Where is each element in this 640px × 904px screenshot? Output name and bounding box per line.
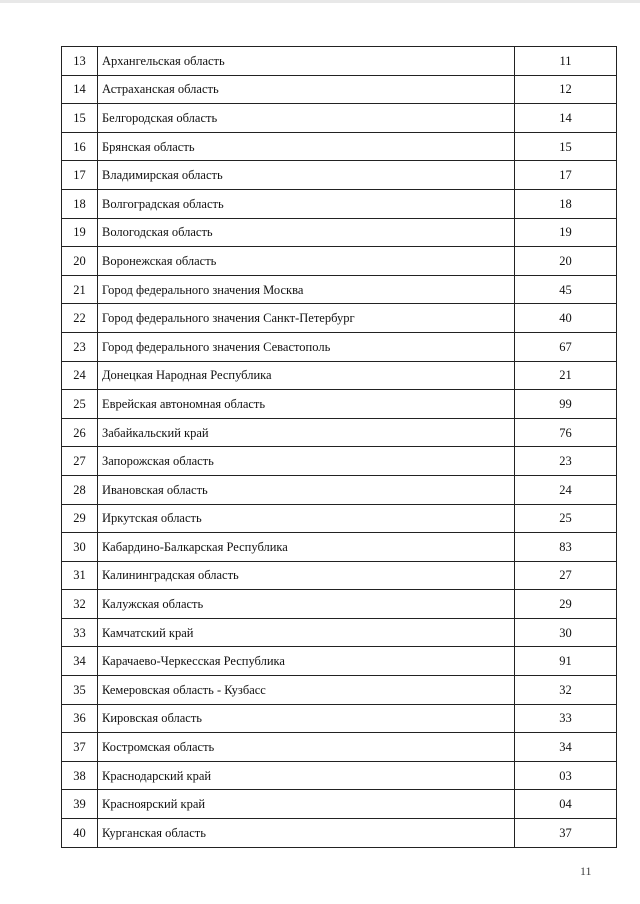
row-number-cell: 29	[62, 504, 98, 533]
table-row	[62, 533, 617, 562]
table-row	[62, 618, 617, 647]
page-number: 11	[580, 864, 592, 878]
region-code-cell: 27	[515, 561, 617, 590]
row-number-cell: 31	[62, 561, 98, 590]
region-code-cell: 11	[515, 47, 617, 76]
region-code-cell: 30	[515, 618, 617, 647]
table-row	[62, 418, 617, 447]
region-code-cell: 17	[515, 161, 617, 190]
region-code-cell: 03	[515, 761, 617, 790]
row-number-cell: 18	[62, 189, 98, 218]
table-row	[62, 161, 617, 190]
row-number-cell: 15	[62, 104, 98, 133]
row-number-cell: 38	[62, 761, 98, 790]
table-row	[62, 790, 617, 819]
table-row	[62, 447, 617, 476]
region-name-cell: Белгородская область	[98, 104, 515, 133]
row-number-cell: 25	[62, 390, 98, 419]
region-name-cell: Забайкальский край	[98, 418, 515, 447]
region-name-cell: Ивановская область	[98, 475, 515, 504]
region-code-cell: 15	[515, 132, 617, 161]
region-name-cell: Иркутская область	[98, 504, 515, 533]
table-row	[62, 590, 617, 619]
row-number-cell: 23	[62, 332, 98, 361]
table-row	[62, 189, 617, 218]
row-number-cell: 36	[62, 704, 98, 733]
row-number-cell: 35	[62, 676, 98, 705]
region-name-cell: Запорожская область	[98, 447, 515, 476]
region-name-cell: Камчатский край	[98, 618, 515, 647]
region-name-cell: Калужская область	[98, 590, 515, 619]
table-row	[62, 104, 617, 133]
region-name-cell: Архангельская область	[98, 47, 515, 76]
table-row	[62, 218, 617, 247]
row-number-cell: 14	[62, 75, 98, 104]
table-row	[62, 390, 617, 419]
table-row	[62, 332, 617, 361]
region-name-cell: Астраханская область	[98, 75, 515, 104]
region-code-cell: 24	[515, 475, 617, 504]
region-code-cell: 76	[515, 418, 617, 447]
region-name-cell: Владимирская область	[98, 161, 515, 190]
region-code-cell: 21	[515, 361, 617, 390]
region-name-cell: Волгоградская область	[98, 189, 515, 218]
row-number-cell: 19	[62, 218, 98, 247]
table-row	[62, 304, 617, 333]
table-row	[62, 819, 617, 848]
table-row	[62, 475, 617, 504]
region-name-cell: Донецкая Народная Республика	[98, 361, 515, 390]
row-number-cell: 20	[62, 247, 98, 276]
region-name-cell: Красноярский край	[98, 790, 515, 819]
table-row	[62, 504, 617, 533]
region-code-cell: 34	[515, 733, 617, 762]
region-code-cell: 33	[515, 704, 617, 733]
table-row	[62, 704, 617, 733]
region-name-cell: Город федерального значения Москва	[98, 275, 515, 304]
table-row	[62, 733, 617, 762]
region-code-cell: 67	[515, 332, 617, 361]
table-row	[62, 361, 617, 390]
row-number-cell: 17	[62, 161, 98, 190]
region-name-cell: Костромская область	[98, 733, 515, 762]
region-code-cell: 29	[515, 590, 617, 619]
region-name-cell: Кабардино-Балкарская Республика	[98, 533, 515, 562]
region-name-cell: Город федерального значения Санкт-Петербург	[98, 304, 515, 333]
table-row	[62, 561, 617, 590]
region-name-cell: Кемеровская область - Кузбасс	[98, 676, 515, 705]
region-code-cell: 19	[515, 218, 617, 247]
region-code-cell: 14	[515, 104, 617, 133]
row-number-cell: 28	[62, 475, 98, 504]
table-row	[62, 132, 617, 161]
region-name-cell: Еврейская автономная область	[98, 390, 515, 419]
region-name-cell: Воронежская область	[98, 247, 515, 276]
region-code-cell: 45	[515, 275, 617, 304]
row-number-cell: 33	[62, 618, 98, 647]
region-code-cell: 20	[515, 247, 617, 276]
row-number-cell: 37	[62, 733, 98, 762]
table-row	[62, 647, 617, 676]
row-number-cell: 13	[62, 47, 98, 76]
row-number-cell: 39	[62, 790, 98, 819]
region-name-cell: Вологодская область	[98, 218, 515, 247]
region-name-cell: Кировская область	[98, 704, 515, 733]
region-name-cell: Курганская область	[98, 819, 515, 848]
row-number-cell: 34	[62, 647, 98, 676]
row-number-cell: 40	[62, 819, 98, 848]
region-name-cell: Город федерального значения Севастополь	[98, 332, 515, 361]
region-name-cell: Брянская область	[98, 132, 515, 161]
regions-table	[61, 46, 617, 848]
table-row	[62, 676, 617, 705]
region-code-cell: 23	[515, 447, 617, 476]
row-number-cell: 22	[62, 304, 98, 333]
row-number-cell: 27	[62, 447, 98, 476]
row-number-cell: 30	[62, 533, 98, 562]
row-number-cell: 21	[62, 275, 98, 304]
row-number-cell: 24	[62, 361, 98, 390]
scan-edge	[0, 0, 640, 3]
region-name-cell: Калининградская область	[98, 561, 515, 590]
region-code-cell: 12	[515, 75, 617, 104]
table-row	[62, 275, 617, 304]
region-code-cell: 32	[515, 676, 617, 705]
region-code-cell: 99	[515, 390, 617, 419]
row-number-cell: 26	[62, 418, 98, 447]
region-code-cell: 37	[515, 819, 617, 848]
region-code-cell: 25	[515, 504, 617, 533]
row-number-cell: 32	[62, 590, 98, 619]
region-code-cell: 40	[515, 304, 617, 333]
table-row	[62, 247, 617, 276]
table-row	[62, 47, 617, 76]
region-name-cell: Карачаево-Черкесская Республика	[98, 647, 515, 676]
region-name-cell: Краснодарский край	[98, 761, 515, 790]
region-code-cell: 83	[515, 533, 617, 562]
table-body	[62, 47, 617, 848]
row-number-cell: 16	[62, 132, 98, 161]
table-row	[62, 75, 617, 104]
region-code-cell: 04	[515, 790, 617, 819]
table-row	[62, 761, 617, 790]
region-code-cell: 91	[515, 647, 617, 676]
region-code-cell: 18	[515, 189, 617, 218]
